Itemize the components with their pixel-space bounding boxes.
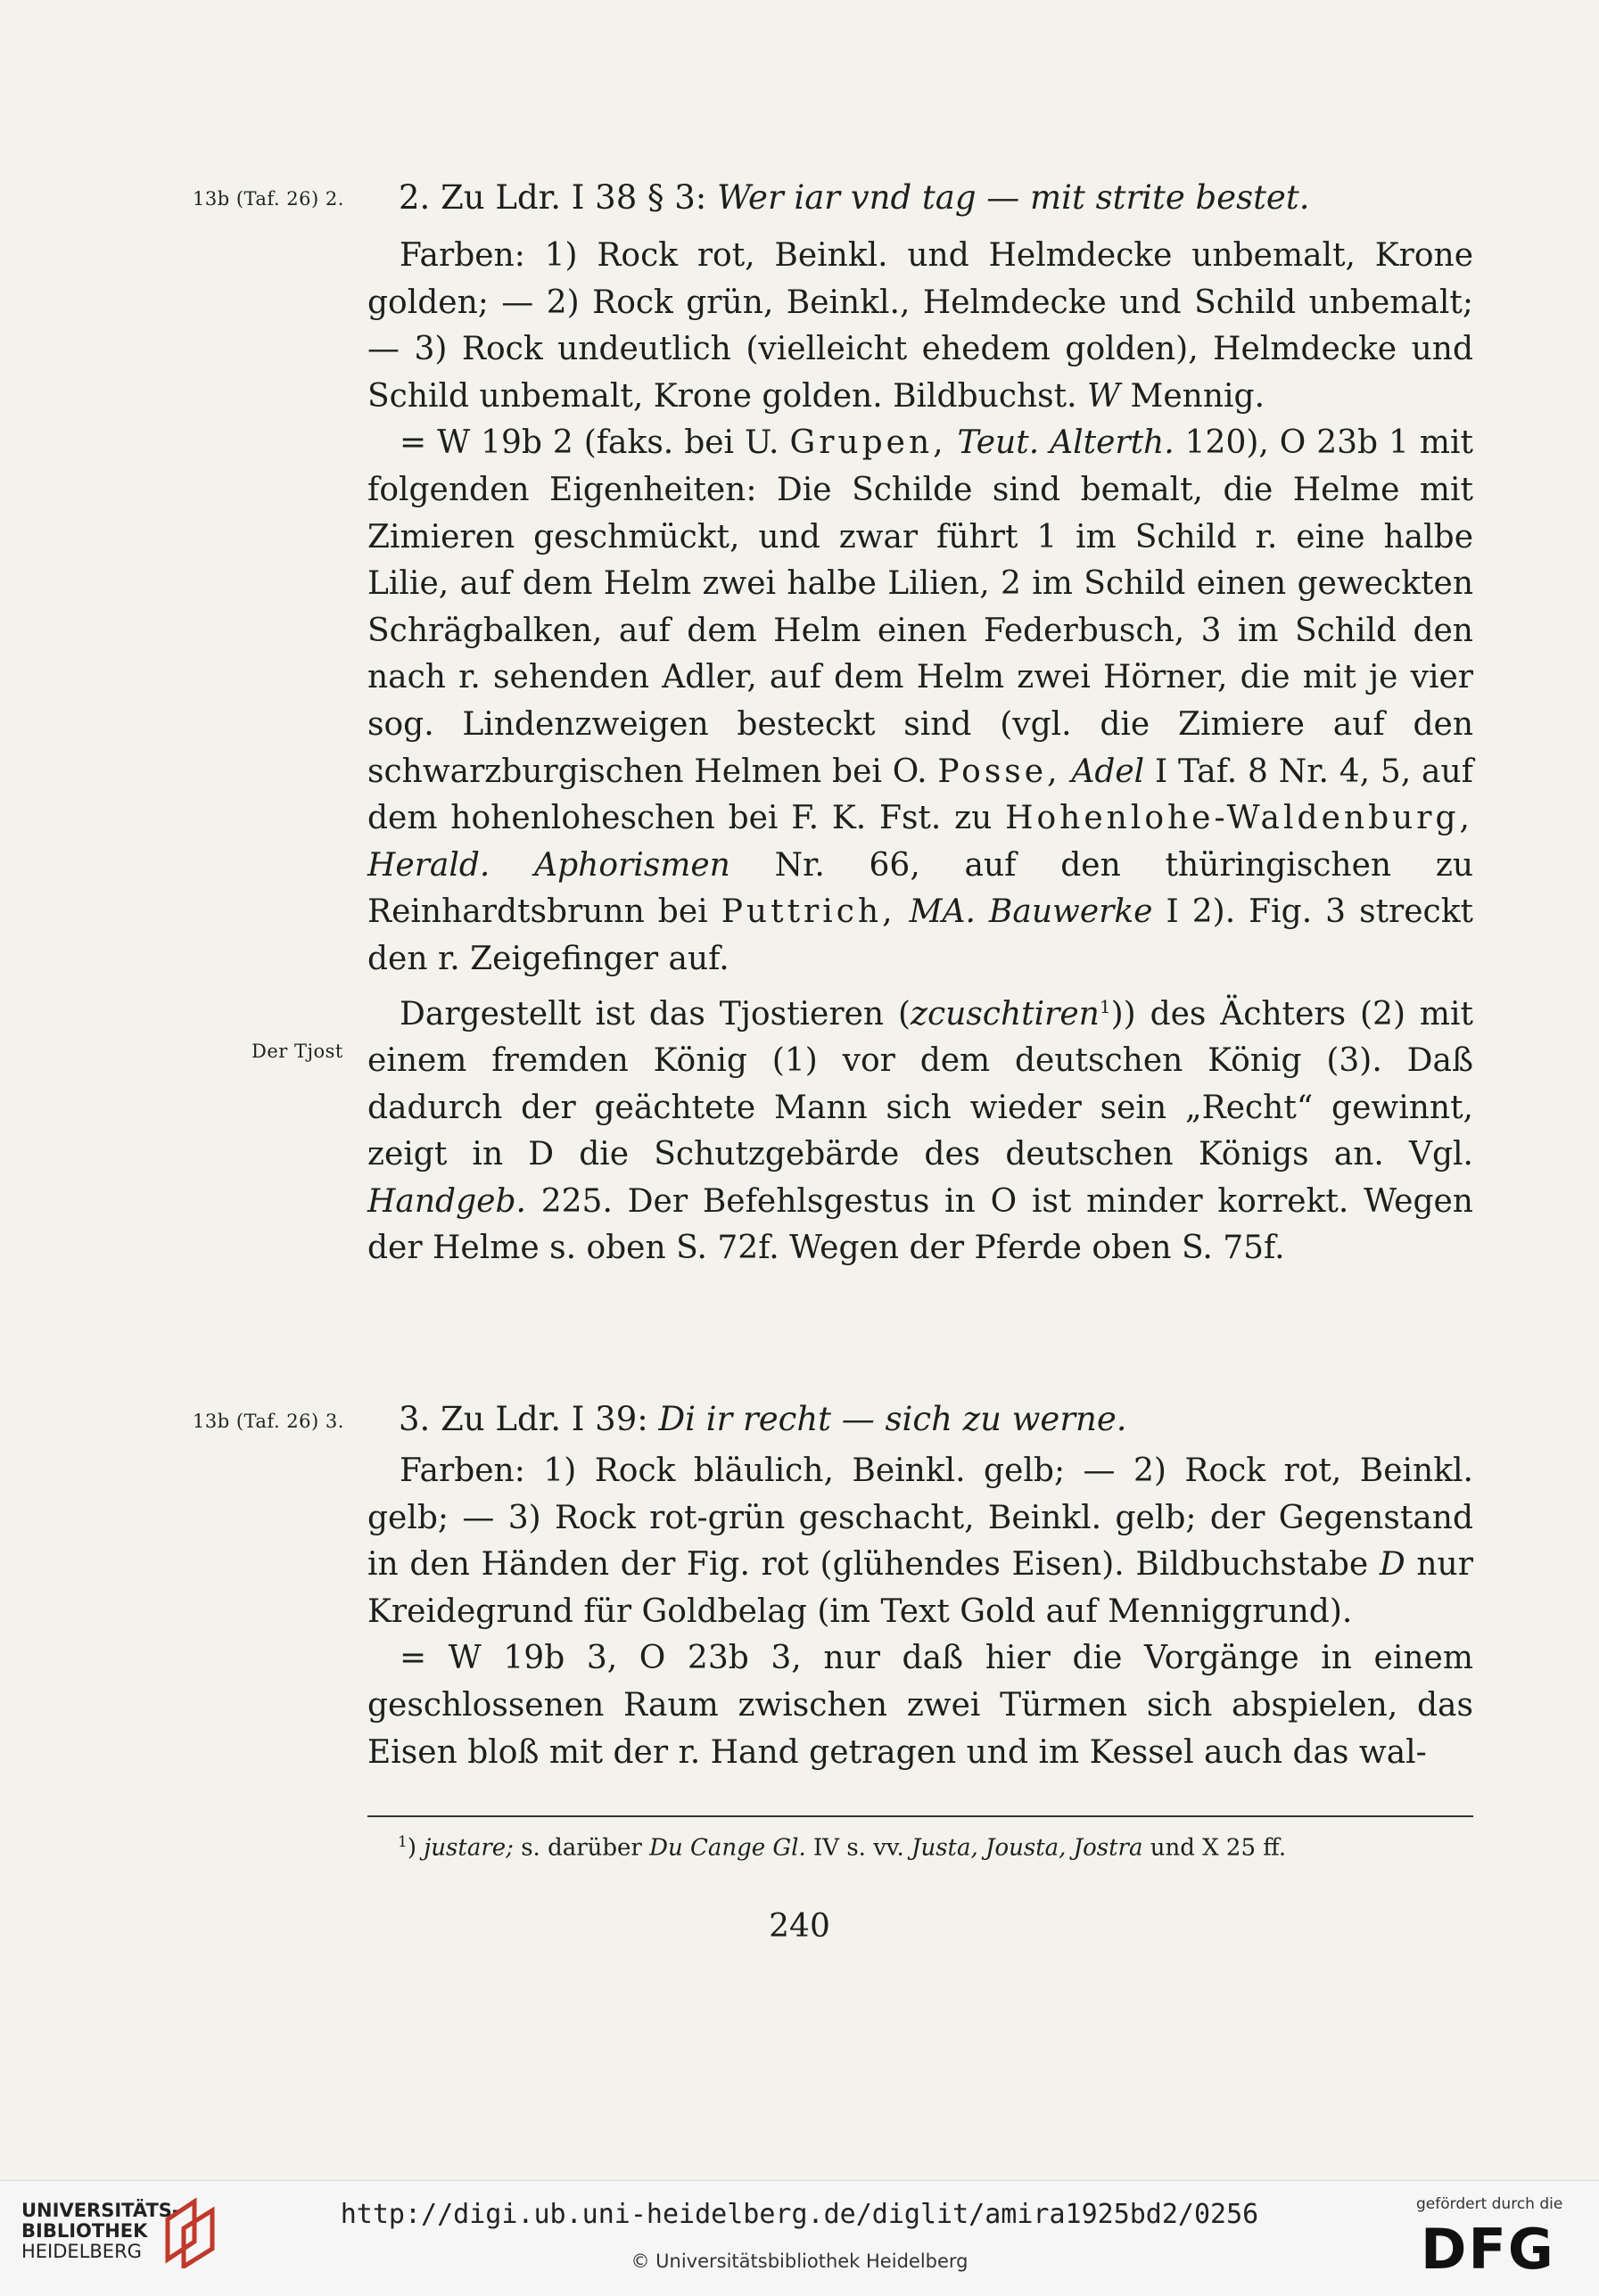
section-number: 3. bbox=[399, 1400, 431, 1438]
section-reference: Zu Ldr. I 39: bbox=[441, 1400, 648, 1438]
section-title: Di ir recht — sich zu werne. bbox=[658, 1400, 1127, 1438]
section-3-body bbox=[367, 1448, 1473, 1776]
library-logo[interactable]: UNIVERSITÄTS- BIBLIOTHEK HEIDELBERG bbox=[21, 2200, 180, 2262]
permalink-url[interactable]: http://digi.ub.uni-heidelberg.de/diglit/amira1925bd2/0256 bbox=[340, 2199, 1259, 2230]
section-2-heading bbox=[399, 178, 1309, 217]
section-2-body bbox=[367, 233, 1473, 1272]
paragraph: = W 19b 3, O 23b 3, nur daß hier die Vorgänge in einem geschlossenen Raum zwischen zwei Türmen sich abspielen, das Eisen bloß mit der r. Hand getragen und im Kessel auch das wal- bbox=[367, 1640, 1473, 1771]
margin-note-3: 13b (Taf. 26) 3. bbox=[193, 1411, 344, 1432]
footnote: $^1$) justare; s. darüber Du Cange Gl. IV s. vv. Justa, Jousta, Jostra und X 25 ff. bbox=[398, 1833, 1287, 1862]
footnote-rule bbox=[367, 1815, 1473, 1817]
paragraph: = W 19b 2 (faks. bei U. Grupen, Teut. Alterth. 120), O 23b 1 mit folgenden Eigenheiten: Die Schilde sind bemalt, die Helme mit Zimieren geschmückt, und zwar führt 1 im Schild r. eine halbe Lilie, auf dem Helm zwei halbe Lilien, 2 im Schild einen geweckten Schrägbalken, auf dem Helm einen Federbusch, 3 im Schild den nach r. sehenden Adler, auf dem Helm zwei Hörner, die mit je vier sog. Lindenzweigen besteckt sind (vgl. die Zimiere auf den schwarzburgischen Helmen bei O. Posse, Adel I Taf. 8 Nr. 4, 5, auf dem hohenloheschen bei F. K. Fst. zu Hohenlohe-Waldenburg, Herald. Aphorismen Nr. 66, auf den thüringischen zu Reinhardtsbrunn bei Puttrich, MA. Bauwerke I 2). Fig. 3 streckt den r. Zeigefinger auf. bbox=[367, 424, 1473, 977]
paragraph: Farben: 1) Rock rot, Beinkl. und Helmdecke unbemalt, Krone golden; — 2) Rock grün, Beinkl., Helmdecke und Schild unbemalt; — 3) Rock undeutlich (vielleicht ehedem golden), Helmdecke und Schild unbemalt, Krone golden. Bildbuchst. W Mennig. bbox=[367, 237, 1473, 415]
page-number: 240 bbox=[769, 1908, 830, 1945]
margin-note-1: 13b (Taf. 26) 2. bbox=[193, 188, 344, 210]
section-title: Wer iar vnd tag — mit strite bestet. bbox=[717, 178, 1310, 217]
margin-note-2: Der Tjost bbox=[251, 1041, 343, 1062]
section-reference: Zu Ldr. I 38 § 3: bbox=[441, 178, 707, 217]
paragraph: Dargestellt ist das Tjostieren (zcuschtiren$^1$)) des Ächters (2) mit einem fremden König (1) vor dem deutschen König (3). Daß dadurch der geächtete Mann sich wieder sein „Recht“ gewinnt, zeigt in D die Schutzgebärde des deutschen Königs an. Vgl. Handgeb. 225. Der Befehlsgestus in O ist minder korrekt. Wegen der Helme s. oben S. 72f. Wegen der Pferde oben S. 75f. bbox=[367, 995, 1473, 1267]
footer-bar bbox=[0, 2180, 1599, 2296]
funding-caption: gefördert durch die bbox=[1416, 2195, 1563, 2213]
section-number: 2. bbox=[399, 178, 431, 217]
copyright: © Universitätsbibliothek Heidelberg bbox=[631, 2251, 968, 2272]
paragraph: Farben: 1) Rock bläulich, Beinkl. gelb; — 2) Rock rot, Beinkl. gelb; — 3) Rock rot-grün geschacht, Beinkl. gelb; der Gegenstand in den Händen der Fig. rot (glühendes Eisen). Bildbuchstabe D nur Kreidegrund für Goldbelag (im Text Gold auf Menniggrund). bbox=[367, 1452, 1473, 1630]
section-3-heading bbox=[399, 1400, 1127, 1438]
dfg-logo[interactable]: DFG bbox=[1421, 2217, 1555, 2282]
